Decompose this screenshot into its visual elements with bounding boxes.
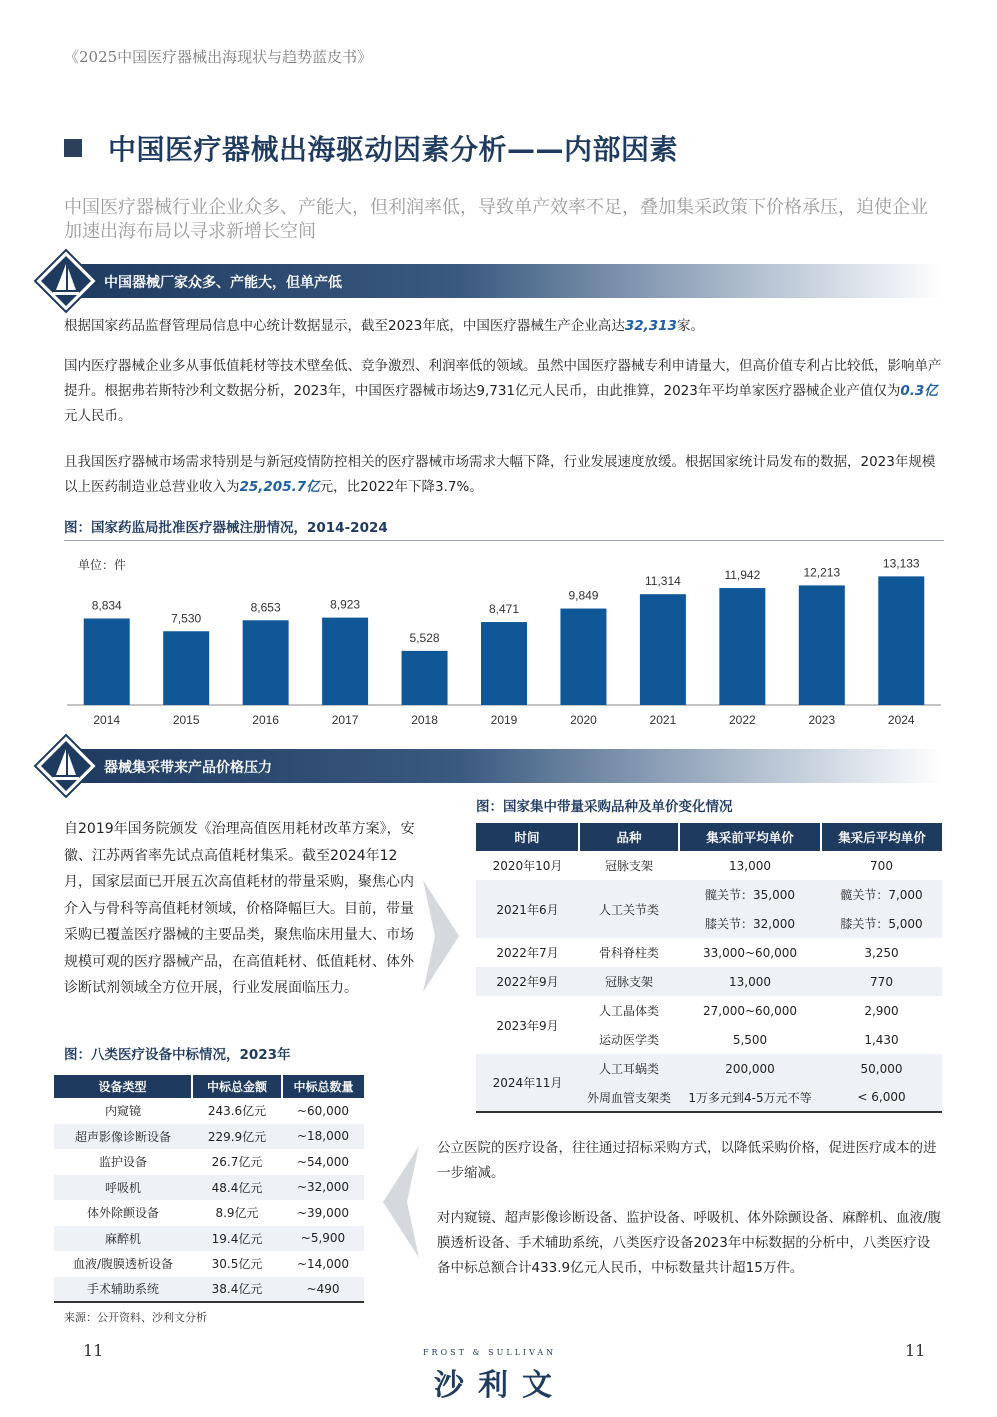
- table-cell: 2,900: [864, 1003, 899, 1018]
- bar-2016: [243, 620, 289, 705]
- table-cell: ~32,000: [282, 1175, 364, 1201]
- section1-paragraph-3: 且我国医疗器械市场需求特别是与新冠疫情防控相关的医疗器械市场需求大幅下降，行业发展速度放缓。根据国家统计局发布的数据，2023年规模以上医药制造业总营业收入为25,205.7亿元，比2022年下降3.7%。: [64, 454, 936, 495]
- source-note: 来源：公开资料、沙利文分析: [64, 1311, 207, 1324]
- sailboat-icon: [33, 733, 99, 799]
- section2-right-paragraph-2: 对内窥镜、超声影像诊断设备、监护设备、呼吸机、体外除颤设备、麻醉机、血液/腹膜透析设备、手术辅助系统，八类医疗设备2023年中标数据的分析中，八类医疗设备中标总额合计433.9亿元人民币，中标数量共计超15万件。: [437, 1210, 942, 1276]
- table-cell: 2020年10月: [492, 859, 563, 873]
- table-cell: 冠脉支架: [604, 859, 653, 873]
- price-change-table: [476, 823, 942, 1113]
- table-cell: 50,000: [821, 1054, 942, 1083]
- table-row: [54, 1277, 364, 1303]
- x-tick-label: 2019: [490, 713, 518, 727]
- data-label: 8,834: [91, 598, 122, 613]
- table-cell: 骨科脊柱类: [598, 946, 659, 960]
- bar-2021: [640, 594, 686, 705]
- table-cell: 呼吸机: [54, 1175, 192, 1201]
- x-tick-label: 2017: [331, 713, 359, 727]
- table-cell: 27,000~60,000: [702, 1003, 798, 1018]
- table-cell: 麻醉机: [54, 1226, 192, 1252]
- bar-2022: [719, 588, 765, 705]
- x-tick-label: 2023: [808, 713, 836, 727]
- table-cell: 体外除颤设备: [86, 1206, 159, 1221]
- data-label: 13,133: [882, 556, 920, 571]
- x-tick-label: 2024: [887, 713, 915, 727]
- bar-2019: [481, 622, 527, 705]
- table-header-row: [54, 1075, 364, 1098]
- table-cell: 2022年7月: [496, 946, 559, 960]
- frost-sullivan-logo-text: FROST & SULLIVAN: [423, 1348, 557, 1357]
- table2-title: 图：八类医疗设备中标情况，2023年: [64, 1047, 291, 1063]
- table-header-cell: 集采后平均单价: [821, 823, 942, 851]
- table-cell: 13,000: [729, 858, 771, 873]
- data-label: 8,471: [488, 602, 520, 617]
- page-title-text: 中国医疗器械出海驱动因素分析——内部因素: [108, 133, 679, 166]
- data-label: 12,213: [803, 565, 841, 580]
- table-cell: 3,250: [864, 945, 899, 960]
- x-tick-label: 2015: [172, 713, 200, 727]
- table-cell: 229.9亿元: [192, 1124, 282, 1150]
- table-cell: 26.7亿元: [211, 1155, 263, 1170]
- table-cell: ~5,900: [282, 1226, 364, 1252]
- table-cell: ~39,000: [296, 1205, 350, 1220]
- table-row: [476, 996, 942, 1025]
- table-cell: ~60,000: [296, 1103, 350, 1118]
- table-cell: 运动医学类: [598, 1033, 659, 1047]
- table-header-cell: 时间: [476, 823, 579, 851]
- section1-paragraph-2: 国内医疗器械企业多从事低值耗材等技术壁垒低、竞争激烈、利润率低的领域。虽然中国医疗器械专利申请量大，但高价值专利占比较低，影响单产提升。根据弗若斯特沙利文数据分析，2023年，中国医疗器械市场达9,731亿元人民币，由此推算，2023年平均单家医疗器械企业产值仅为0.3亿元人民币。: [64, 358, 942, 424]
- document-header-title: 《2025中国医疗器械出海现状与趋势蓝皮书》: [64, 48, 373, 66]
- table-cell: 外周血管支架类: [579, 1083, 679, 1112]
- table-cell: 19.4亿元: [192, 1226, 282, 1252]
- revenue-highlight: 25,205.7亿: [239, 479, 320, 495]
- avg-output-highlight: 0.3亿: [900, 383, 938, 399]
- table-row: [54, 1124, 364, 1150]
- table-cell: 1万多元到4-5万元不等: [679, 1083, 821, 1112]
- title-square-icon: [64, 139, 82, 157]
- table-row: [476, 967, 942, 996]
- data-label: 11,314: [645, 574, 681, 589]
- table-row: [54, 1251, 364, 1277]
- table-cell: 膝关节：5,000: [821, 909, 942, 938]
- table-cell: 监护设备: [98, 1155, 147, 1170]
- x-tick-label: 2016: [252, 713, 279, 727]
- bar-2020: [560, 609, 606, 705]
- table-row: [476, 851, 942, 880]
- table-cell: 超声影像诊断设备: [54, 1124, 192, 1150]
- data-label: 9,849: [568, 588, 599, 603]
- table-row: [54, 1200, 364, 1226]
- table-header-cell: 品种: [579, 823, 679, 851]
- x-tick-label: 2021: [649, 713, 677, 727]
- table-cell: 手术辅助系统: [54, 1277, 192, 1303]
- table-cell: 人工关节类: [579, 880, 679, 938]
- data-label: 8,653: [250, 600, 281, 615]
- table-header-cell: 中标总数量: [282, 1075, 364, 1098]
- page-number-right: 11: [905, 1341, 926, 1360]
- chart-unit-label: 单位：件: [78, 558, 127, 572]
- table-row: [54, 1175, 364, 1201]
- bar-2015: [163, 631, 209, 705]
- data-label: 5,528: [409, 630, 440, 645]
- table-cell: 33,000~60,000: [702, 945, 798, 960]
- table-header-cell: 中标总金额: [192, 1075, 282, 1098]
- table-cell: 髋关节：7,000: [821, 880, 942, 909]
- bar-2024: [878, 576, 924, 705]
- table-cell: 人工耳蜗类: [579, 1054, 679, 1083]
- bar-2014: [84, 618, 130, 705]
- section1-title: 中国器械厂家众多、产能大，但单产低: [104, 275, 342, 291]
- table-cell: 2021年6月: [476, 880, 579, 938]
- table-header-row: [476, 823, 942, 851]
- table-cell: ~54,000: [296, 1154, 350, 1169]
- data-label: 8,923: [330, 597, 361, 612]
- table-row: [476, 880, 942, 909]
- table-cell: 人工晶体类: [598, 1004, 659, 1018]
- table-cell: < 6,000: [821, 1083, 942, 1112]
- section2-header-bar: [64, 749, 944, 783]
- page-number-left: 11: [83, 1341, 104, 1360]
- page-subtitle: 中国医疗器械行业企业众多、产能大，但利润率低，导致单产效率不足，叠加集采政策下价格承压，迫使企业加速出海布局以寻求新增长空间: [64, 197, 928, 242]
- page-title: [64, 128, 678, 168]
- x-tick-label: 2014: [93, 713, 121, 727]
- chevron-left-icon: [381, 1146, 419, 1258]
- table-row: [476, 938, 942, 967]
- table-cell: 2022年9月: [476, 967, 579, 996]
- table-row: [476, 1054, 942, 1083]
- tender-table-wrap: [54, 1075, 364, 1303]
- table-header-cell: 设备类型: [54, 1075, 192, 1098]
- section2-title: 器械集采带来产品价格压力: [104, 760, 272, 776]
- section1-header-bar: [64, 264, 944, 298]
- bar-2017: [322, 618, 368, 705]
- chart-top-rule: [64, 540, 944, 541]
- table-header-cell: 集采前平均单价: [679, 823, 821, 851]
- table-cell: 30.5亿元: [211, 1257, 263, 1272]
- chart-title: 图：国家药监局批准医疗器械注册情况，2014-2024: [64, 520, 388, 536]
- table-cell: ~14,000: [296, 1256, 350, 1271]
- table-cell: 冠脉支架: [579, 967, 679, 996]
- table-cell: 770: [821, 967, 942, 996]
- table-cell: 血液/腹膜透析设备: [72, 1257, 174, 1272]
- x-tick-label: 2020: [570, 713, 597, 727]
- chevron-right-icon: [423, 880, 461, 992]
- section2-right-paragraph-1: 公立医院的医疗设备，往往通过招标采购方式，以降低采购价格，促进医疗成本的进一步缩减。: [437, 1140, 937, 1181]
- table-cell: 2023年9月: [496, 1018, 559, 1033]
- sullivan-logo: 沙利文: [434, 1368, 566, 1403]
- table-cell: 8.9亿元: [215, 1206, 259, 1221]
- enterprise-count-highlight: 32,313: [624, 318, 677, 334]
- table-row: [54, 1149, 364, 1175]
- table-row: [54, 1098, 364, 1124]
- bar-2023: [799, 585, 845, 705]
- price-change-table-wrap: [476, 823, 942, 1113]
- data-label: 11,942: [724, 568, 761, 583]
- section1-paragraph-1: 根据国家药品监督管理局信息中心统计数据显示，截至2023年底，中国医疗器械生产企业高达32,313家。: [64, 318, 704, 334]
- table-cell: 1,430: [864, 1032, 899, 1047]
- table-cell: 膝关节：32,000: [679, 909, 821, 938]
- table-cell: 2024年11月: [476, 1054, 579, 1112]
- table-cell: 13,000: [679, 967, 821, 996]
- data-label: 7,530: [171, 611, 202, 626]
- tender-table: [54, 1075, 364, 1303]
- table-cell: 髋关节：35,000: [679, 880, 821, 909]
- table-cell: 700: [870, 858, 893, 873]
- table1-title: 图：国家集中带量采购品种及单价变化情况: [476, 799, 733, 815]
- x-tick-label: 2022: [729, 713, 756, 727]
- table-cell: ~490: [282, 1277, 364, 1303]
- table-cell: 243.6亿元: [207, 1104, 267, 1119]
- table-cell: 内窥镜: [104, 1104, 141, 1119]
- bar-chart: [64, 545, 944, 735]
- table-cell: 200,000: [679, 1054, 821, 1083]
- table-cell: 5,500: [732, 1032, 768, 1047]
- section2-left-paragraph: 自2019年国务院颁发《治理高值医用耗材改革方案》，安徽、江苏两省率先试点高值耗材集采。截至2024年12月，国家层面已开展五次高值耗材的带量采购，聚焦心内介入与骨科等高值耗材领域，价格降幅巨大。目前，带量采购已覆盖医疗器械的主要品类，聚焦临床用量大、市场规模可观的医疗器械产品，在高值耗材、低值耗材、体外诊断试剂领域全方位开展，行业发展面临压力。: [64, 821, 415, 996]
- x-tick-label: 2018: [411, 713, 438, 727]
- table-cell: 38.4亿元: [192, 1277, 282, 1303]
- table-row: [54, 1226, 364, 1252]
- bar-2018: [402, 651, 448, 705]
- table-cell: ~18,000: [282, 1124, 364, 1150]
- sailboat-icon: [33, 248, 99, 314]
- table-cell: 48.4亿元: [192, 1175, 282, 1201]
